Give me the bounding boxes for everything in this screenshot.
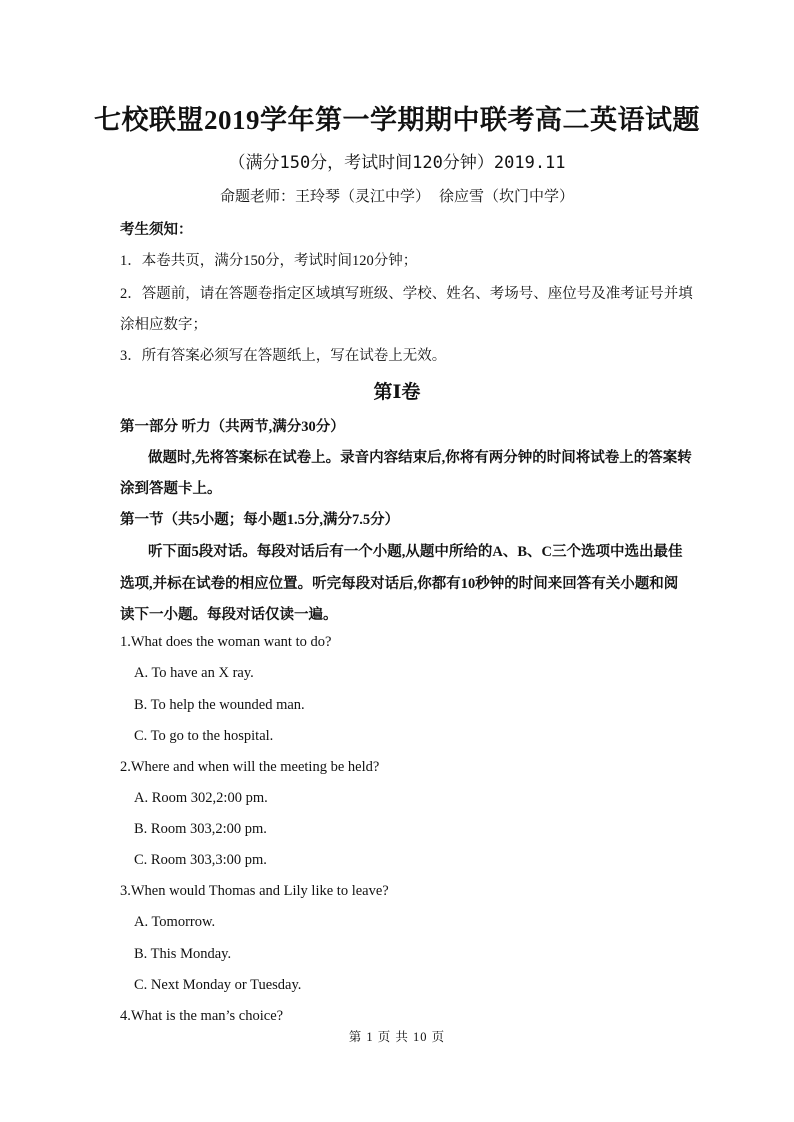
answer-option: A. To have an X ray. bbox=[134, 665, 254, 681]
question-stem: 1.What does the woman want to do? bbox=[120, 634, 332, 650]
page-title: 七校联盟2019学年第一学期期中联考高二英语试题 bbox=[94, 105, 700, 135]
answer-option: B. Room 303,2:00 pm. bbox=[134, 821, 267, 837]
volume-heading: 第Ⅰ卷 bbox=[373, 382, 421, 403]
notice-heading: 考生须知： bbox=[120, 222, 193, 238]
answer-option: B. This Monday. bbox=[134, 946, 232, 962]
answer-option: C. To go to the hospital. bbox=[134, 728, 274, 744]
section1-instruction: 读下一小题。每段对话仅读一遍。 bbox=[120, 607, 338, 623]
notice-item: 3．所有答案必须写在答题纸上，写在试卷上无效。 bbox=[120, 348, 447, 364]
exam-subtitle: （满分150分，考试时间120分钟）2019.11 bbox=[228, 153, 566, 173]
answer-option: B. To help the wounded man. bbox=[134, 697, 305, 713]
notice-item: 1．本卷共页，满分150分，考试时间120分钟； bbox=[120, 253, 418, 269]
page-number: 第 1 页 共 10 页 bbox=[348, 1030, 446, 1044]
section1-instruction: 选项,并标在试卷的相应位置。听完每段对话后,你都有10秒钟的时间来回答有关小题和阅 bbox=[120, 576, 679, 592]
answer-option: A. Room 302,2:00 pm. bbox=[134, 790, 268, 806]
notice-item: 涂相应数字； bbox=[120, 317, 207, 333]
notice-item: 2．答题前，请在答题卷指定区域填写班级、学校、姓名、考场号、座位号及准考证号并填 bbox=[120, 286, 693, 302]
exam-authors: 命题老师：王玲琴（灵江中学） 徐应雪（坎门中学） bbox=[219, 187, 575, 205]
part1-instruction: 做题时,先将答案标在试卷上。录音内容结束后,你将有两分钟的时间将试卷上的答案转 bbox=[148, 450, 692, 466]
question-stem: 2.Where and when will the meeting be held? bbox=[120, 759, 380, 775]
answer-option: C. Next Monday or Tuesday. bbox=[134, 977, 302, 993]
answer-option: A. Tomorrow. bbox=[134, 914, 216, 930]
question-stem: 3.When would Thomas and Lily like to leave? bbox=[120, 883, 389, 899]
part1-instruction: 涂到答题卡上。 bbox=[120, 481, 222, 497]
section1-instruction: 听下面5段对话。每段对话后有一个小题,从题中所给的A、B、C三个选项中选出最佳 bbox=[148, 544, 683, 560]
section1-heading: 第一节（共5小题；每小题1.5分,满分7.5分） bbox=[120, 512, 400, 528]
question-stem: 4.What is the man’s choice? bbox=[120, 1008, 284, 1024]
answer-option: C. Room 303,3:00 pm. bbox=[134, 852, 267, 868]
part1-heading: 第一部分 听力（共两节,满分30分） bbox=[120, 419, 345, 435]
